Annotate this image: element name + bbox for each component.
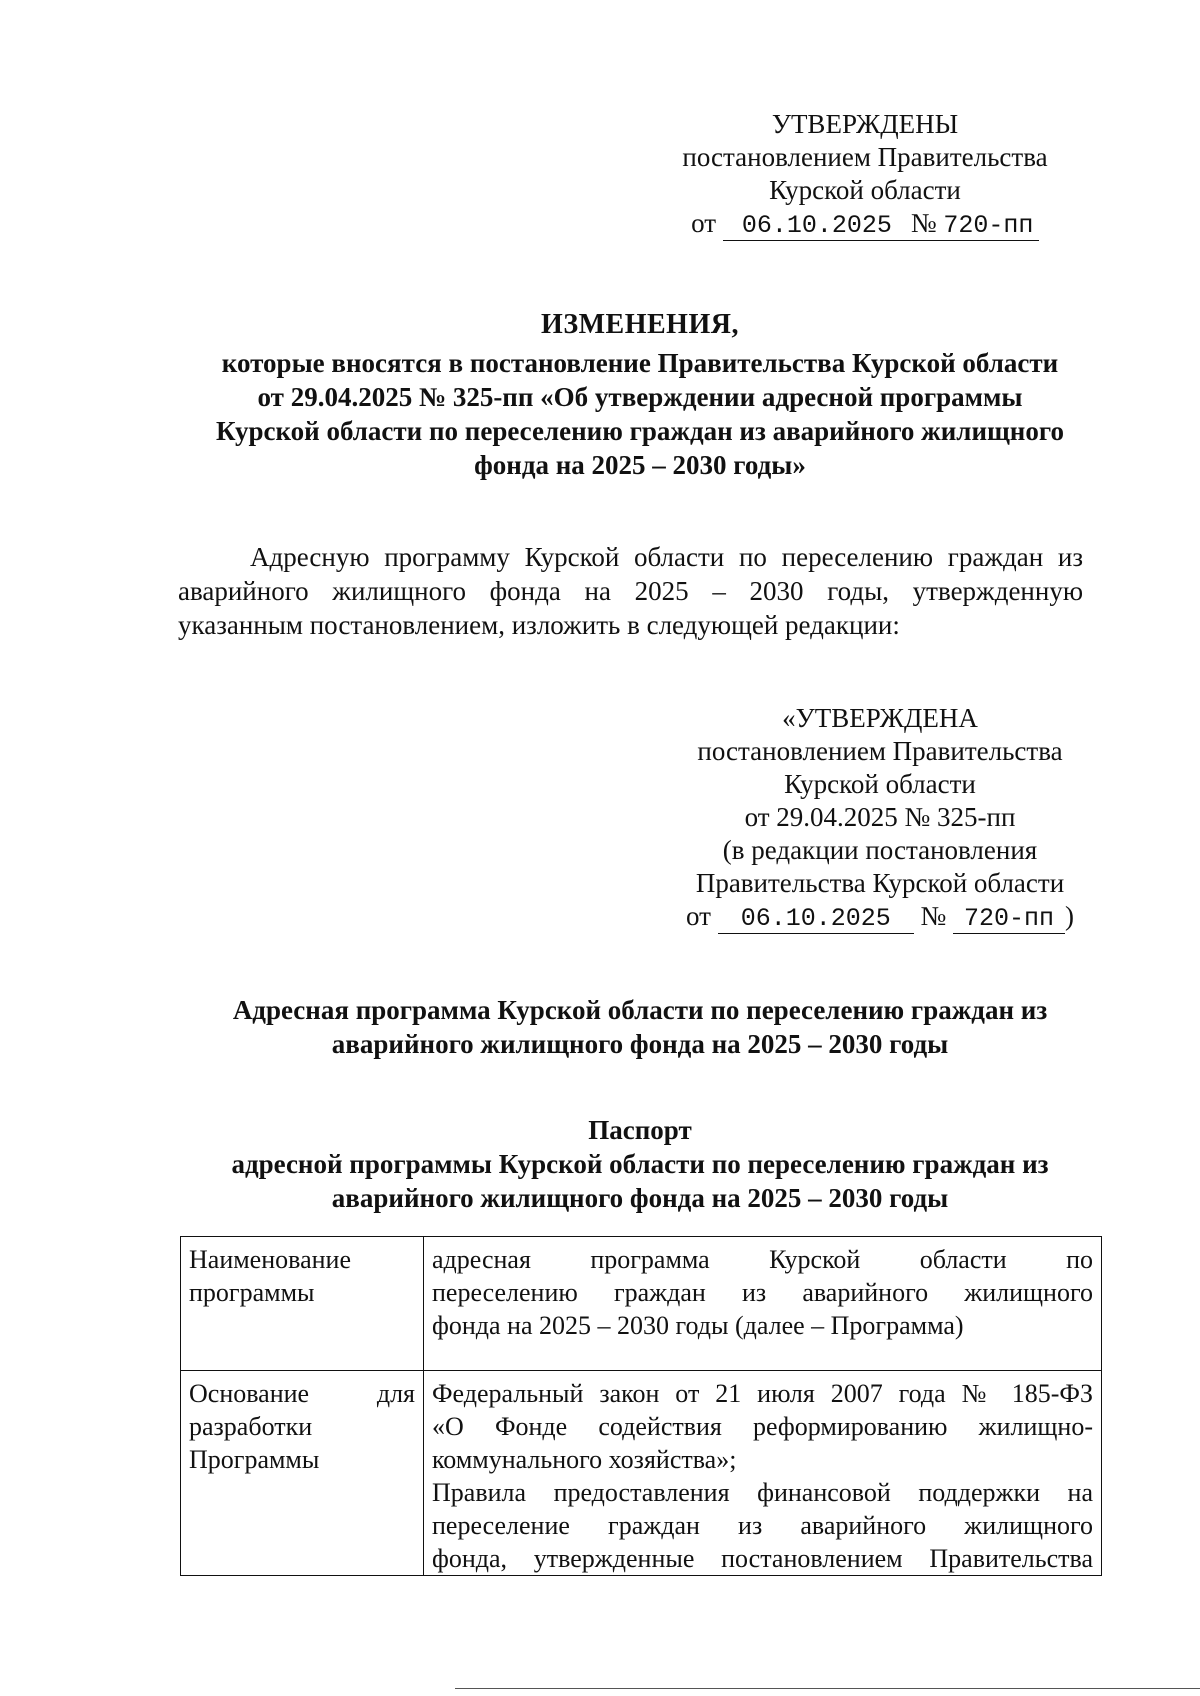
cell-line: переселение граждан из аварийного жилищного [432,1511,1093,1540]
program-title-line: Адресная программа Курской области по переселению граждан из [232,995,1048,1025]
changes-title-line: которые вносятся в постановление Правительства Курской области [221,348,1059,378]
intro-line: аварийного жилищного фонда на 2025 – 2030 годы, утвержденную [178,576,1083,606]
passport-table [180,1236,1102,1576]
cell-line: фонда на 2025 – 2030 годы (далее – Программа) [432,1311,964,1340]
approval-heading: «УТВЕРЖДЕНА [782,703,978,733]
changes-title-line: фонда на 2025 – 2030 годы» [474,450,806,480]
changes-title-line: от 29.04.2025 № 325-пп «Об утверждении адресной программы [257,382,1023,412]
approval-line: постановлением Правительства [682,142,1048,172]
approval-date-line [640,207,1090,241]
table-row [181,1371,1102,1576]
intro-paragraph [178,540,1083,642]
cell-line: фонда, утвержденные постановлением Правительства [432,1544,1093,1573]
changes-title-line: Курской области по переселению граждан из аварийного жилищного [216,416,1064,446]
table-cell-value [424,1237,1102,1371]
cell-line: Наименование [189,1245,351,1274]
number-field-wrap [911,209,1039,241]
program-title [170,993,1110,1061]
table-row [181,1237,1102,1371]
number-field: 720-пп [953,905,1065,934]
cell-line: коммунального хозяйства»; [432,1445,737,1474]
cell-line: Основание для [189,1379,415,1408]
table-cell-label [181,1371,424,1576]
cell-line: программы [189,1278,315,1307]
intro-line: Адресную программу Курской области по переселению граждан из [250,542,1083,572]
closing-paren: ) [1064,901,1074,931]
passport-title-line: аварийного жилищного фонда на 2025 – 2030 годы [331,1183,949,1213]
program-title-line: аварийного жилищного фонда на 2025 – 2030 годы [331,1029,949,1059]
passport-title-line: адресной программы Курской области по переселению граждан из [231,1149,1049,1179]
cell-line: Федеральный закон от 21 июля 2007 года № 185-ФЗ [432,1379,1093,1408]
approval-line: (в редакции постановления [722,835,1038,865]
cell-line: адресная программа Курской области по [432,1245,1093,1274]
date-prefix: от [686,901,711,931]
date-prefix: от [691,208,717,238]
approval-line: от 29.04.2025 № 325-пп [744,802,1016,832]
approval-stamp-second [660,702,1100,934]
date-field: 06.10.2025 [718,905,914,934]
passport-title [170,1113,1110,1215]
cell-line: переселению граждан из аварийного жилищного [432,1278,1093,1307]
changes-heading: ИЗМЕНЕНИЯ, [541,309,739,340]
number-prefix: № [910,208,937,238]
cell-line: Правила предоставления финансовой поддержки на [432,1478,1093,1507]
scan-edge-line [455,1688,1200,1689]
table-cell-label [181,1237,424,1371]
number-prefix: № [920,901,947,931]
approval-line: постановлением Правительства [697,736,1063,766]
approval-line: Правительства Курской области [695,868,1065,898]
approval-line: Курской области [769,175,961,205]
approval-heading: УТВЕРЖДЕНЫ [771,109,959,139]
cell-line: разработки [189,1412,313,1441]
cell-line: Программы [189,1445,320,1474]
passport-heading: Паспорт [588,1115,692,1145]
approval-stamp-top [640,108,1090,241]
table-cell-value [424,1371,1102,1576]
cell-line: «О Фонде содействия реформированию жилищно- [432,1412,1093,1441]
number-value: 720-пп [943,211,1034,240]
approval-date-line [660,900,1100,934]
approval-line: Курской области [784,769,976,799]
date-field: 06.10.2025 [723,212,911,241]
intro-line: указанным постановлением, изложить в следующей редакции: [178,610,900,640]
changes-title [170,308,1110,482]
